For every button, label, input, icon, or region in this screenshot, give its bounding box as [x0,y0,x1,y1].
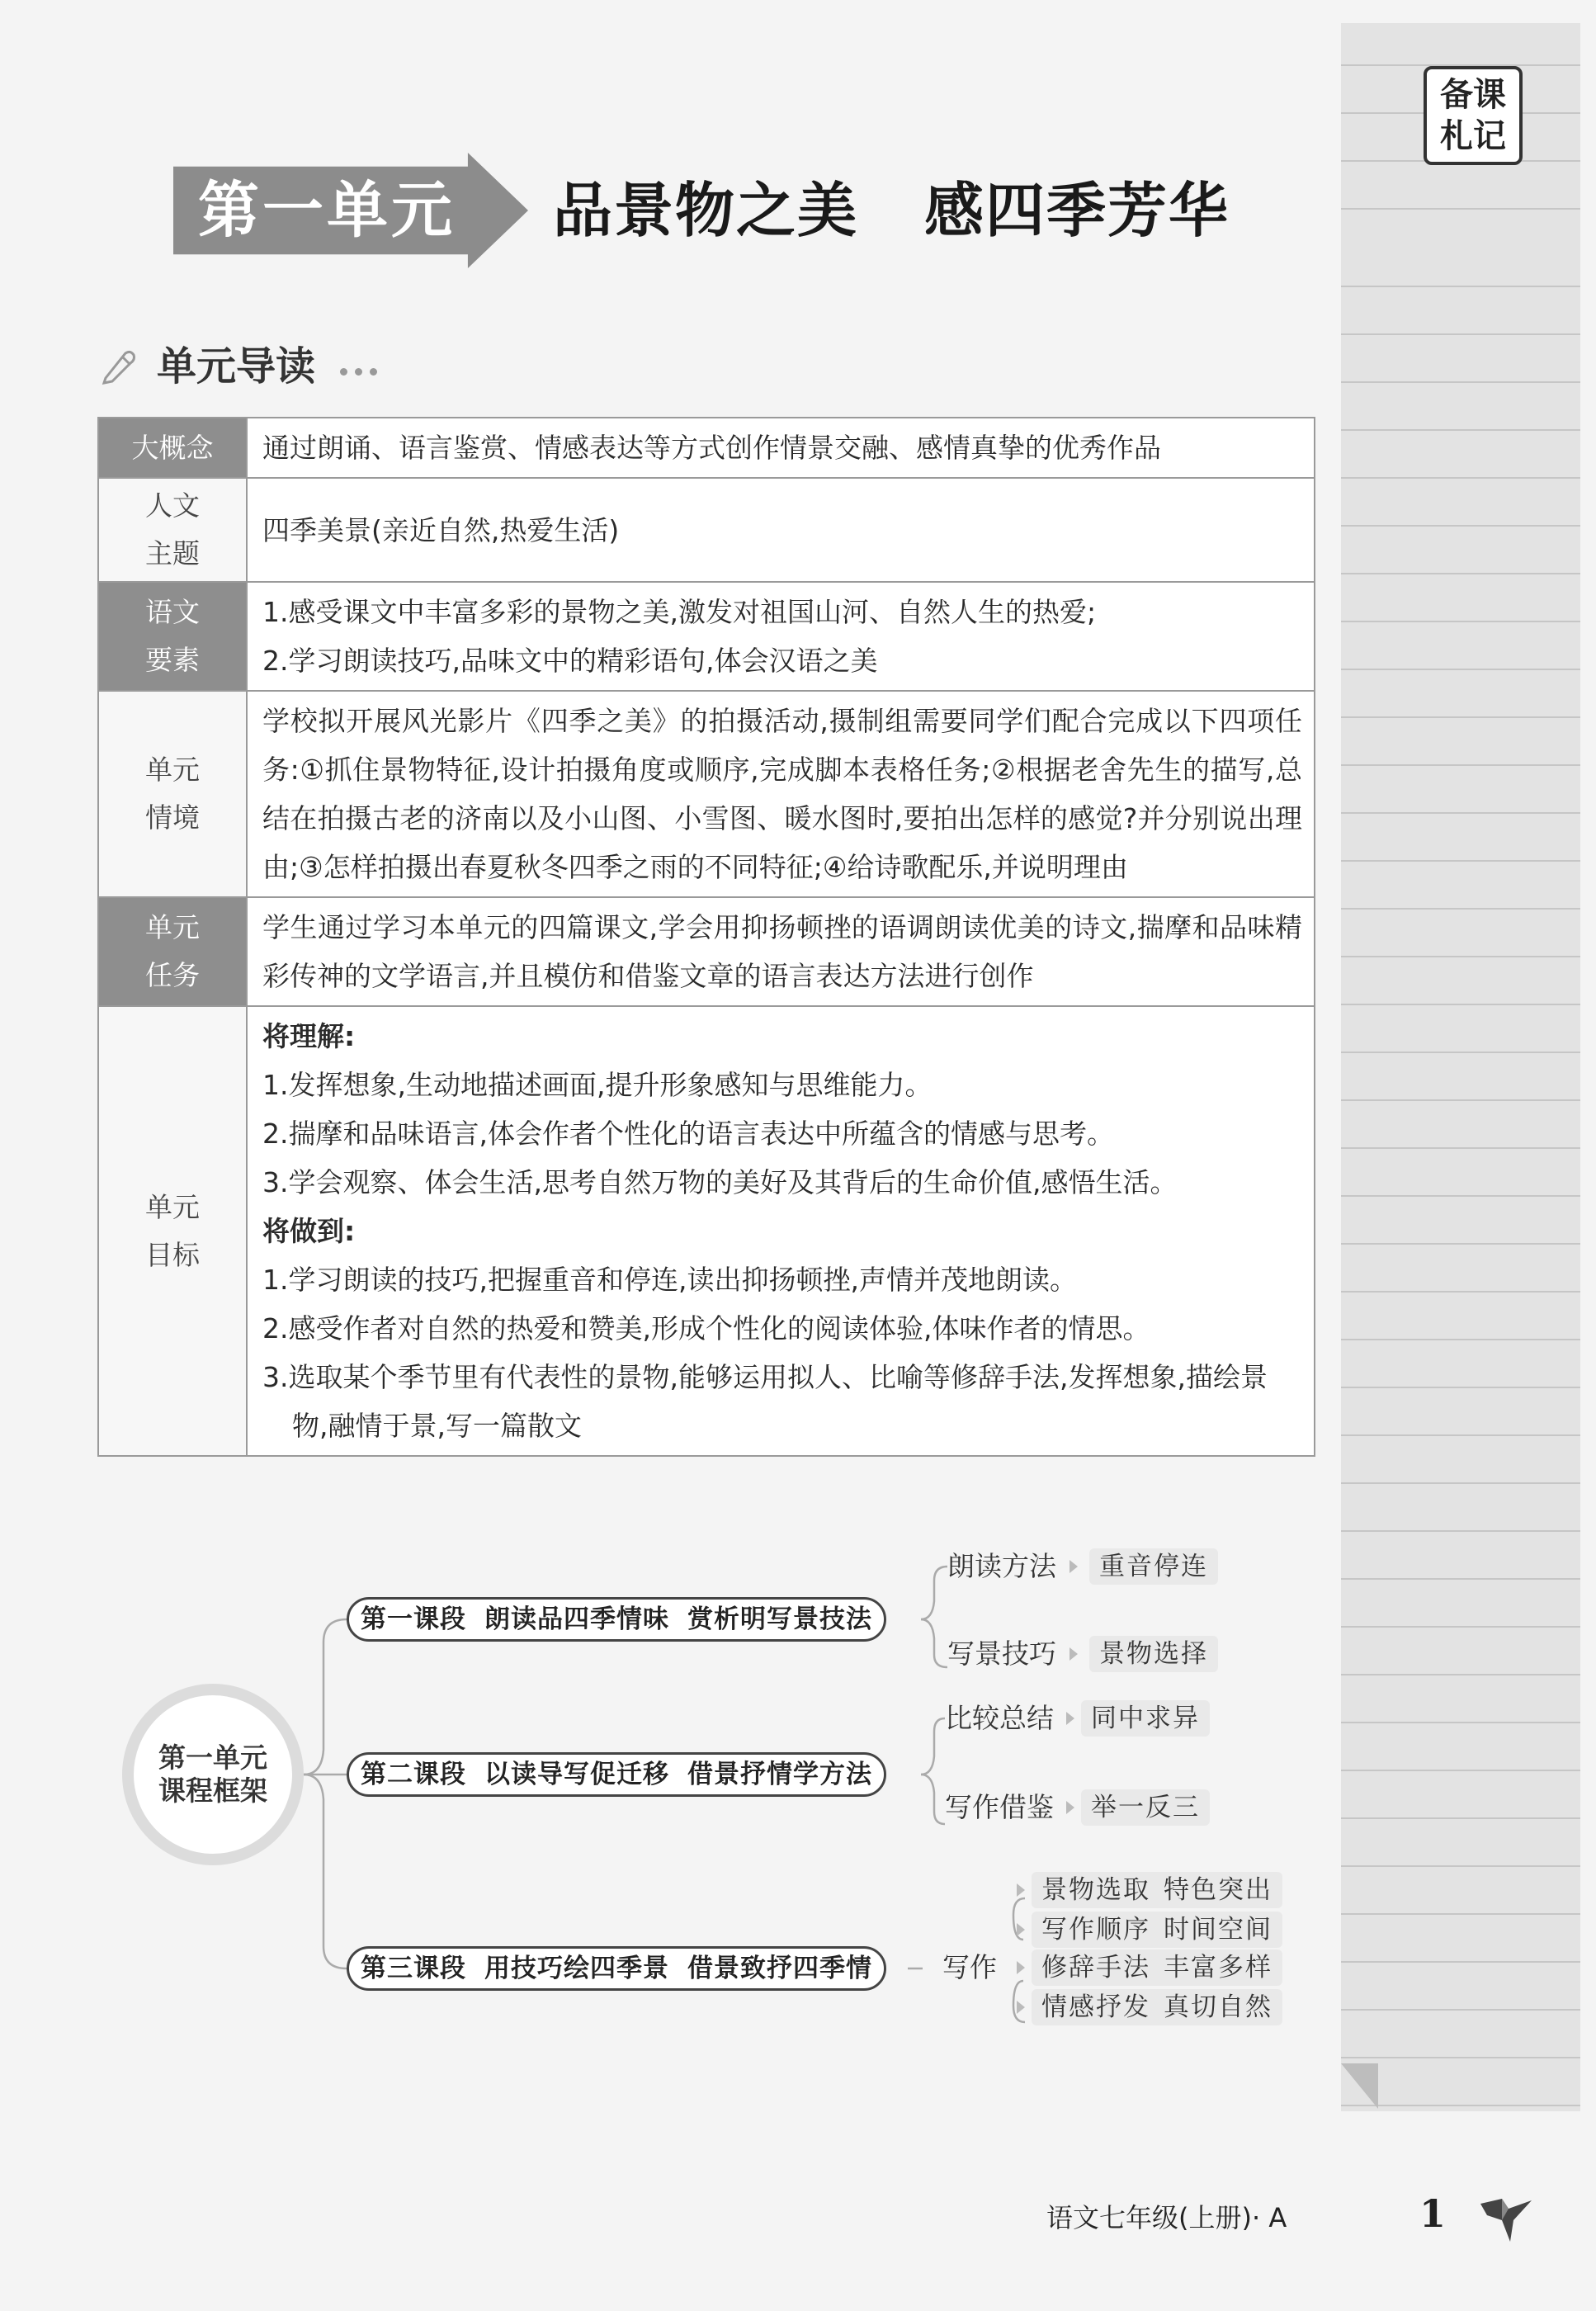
page-number: 1 [1419,2191,1447,2236]
stage-3-tag-1: 景物选取 特色突出 [1032,1872,1282,1908]
row-label-big-concept: 大概念 [98,418,247,478]
stage-2-tag-2: 举一反三 [1081,1789,1210,1826]
arrow-icon [1066,1801,1074,1814]
footer-book-title: 语文七年级(上册)· A [1046,2202,1287,2233]
unit-label: 第一单元 [198,175,456,246]
list-item: 3.学会观察、体会生活,思考自然万物的美好及其背后的生命价值,感悟生活。 [262,1166,1178,1198]
stage-3-tag-2: 写作顺序 时间空间 [1032,1912,1282,1948]
task-text: 学生通过学习本单元的四篇课文,学会用抑扬顿挫的语调朗读优美的诗文,揣摩和品味精彩传神的文学语言,并且模仿和借鉴文章的语言表达方法进行创作 [247,897,1315,1006]
stage-2-pill: 第二课段 以读导写促迁移 借景抒情学方法 [347,1752,886,1797]
title-part1: 品景物之美 [553,176,859,245]
list-item: 2.揣摩和品味语言,体会作者个性化的语言表达中所蕴含的情感与思考。 [262,1118,1114,1150]
row-label-goals: 单元 目标 [98,1006,247,1456]
list-item: 2.学习朗读技巧,品味文中的精彩语句,体会汉语之美 [262,645,878,677]
situation-text: 学校拟开展风光影片《四季之美》的拍摄活动,摄制组需要同学们配合完成以下四项任务:①抓住景物特征,设计拍摄角度或顺序,完成脚本表格任务;②根据老舍先生的描写,总结在拍摄古老的济南以及小山图、小雪图、暖水图时,要拍出怎样的感觉?并分别说出理由;③怎样拍摄出春夏秋冬四季之雨的不同特征;④给诗歌配乐,并说明理由 [247,691,1315,897]
arrow-icon [1017,1961,1025,1974]
big-concept-text: 通过朗诵、语言鉴赏、情感表达等方式创作情景交融、感情真挚的优秀作品 [247,418,1315,478]
list-item: 1.发挥想象,生动地描述画面,提升形象感知与思维能力。 [262,1069,933,1101]
stage-3-pill: 第三课段 用技巧绘四季景 借景致抒四季情 [347,1946,886,1991]
stage-2-category-1: 比较总结 [945,1702,1054,1734]
list-item: 2.感受作者对自然的热爱和赞美,形成个性化的阅读体验,体味作者的情思。 [262,1312,1150,1345]
notes-badge-line2: 札记 [1440,116,1506,155]
row-label-humanities: 人文 主题 [98,478,247,582]
notes-badge-line1: 备课 [1440,75,1506,114]
stage-1-category-2: 写景技巧 [947,1638,1056,1670]
stage-1-pill: 第一课段 朗读品四季情味 赏析明写景技法 [347,1597,886,1642]
list-item: 3.选取某个季节里有代表性的景物,能够运用拟人、比喻等修辞手法,发挥想象,描绘景物,融情于景,写一篇散文 [262,1361,1268,1442]
title-part2: 感四季芳华 [924,176,1230,245]
humanities-text: 四季美景(亲近自然,热爱生活) [247,478,1315,582]
arrow-icon [1066,1712,1074,1725]
arrow-icon [1017,2001,1025,2014]
framework-center [122,1684,304,1865]
row-label-situation: 单元 情境 [98,691,247,897]
framework-center-line2: 课程框架 [158,1775,267,1807]
arrow-icon [1017,1923,1025,1936]
stage-1-tag-1: 重音停连 [1089,1548,1218,1585]
arrow-icon [1070,1560,1078,1573]
arrow-icon [1017,1883,1025,1897]
stage-3-tag-3: 修辞手法 丰富多样 [1032,1949,1282,1986]
framework-center-line1: 第一单元 [158,1742,267,1774]
decorative-bird-icon [1477,2187,1535,2245]
stage-1-category-1: 朗读方法 [947,1550,1056,1582]
list-item: 1.感受课文中丰富多彩的景物之美,激发对祖国山河、自然人生的热爱; [262,596,1097,628]
stage-2-category-2: 写作借鉴 [945,1791,1054,1823]
stage-3-tag-4: 情感抒发 真切自然 [1032,1989,1282,2025]
do-heading: 将做到: [262,1215,356,1247]
section-title: 单元导读 [157,343,316,390]
row-label-language: 语文 要素 [98,582,247,691]
arrow-icon [1070,1647,1078,1661]
list-item: 1.学习朗读的技巧,把握重音和停连,读出抑扬顿挫,声情并茂地朗读。 [262,1264,1077,1296]
understand-heading: 将理解: [262,1020,356,1052]
stage-3-category: 写作 [942,1951,997,1983]
row-label-task: 单元 任务 [98,897,247,1006]
stage-1-tag-2: 景物选择 [1089,1636,1218,1672]
stage-2-tag-1: 同中求异 [1081,1700,1210,1737]
